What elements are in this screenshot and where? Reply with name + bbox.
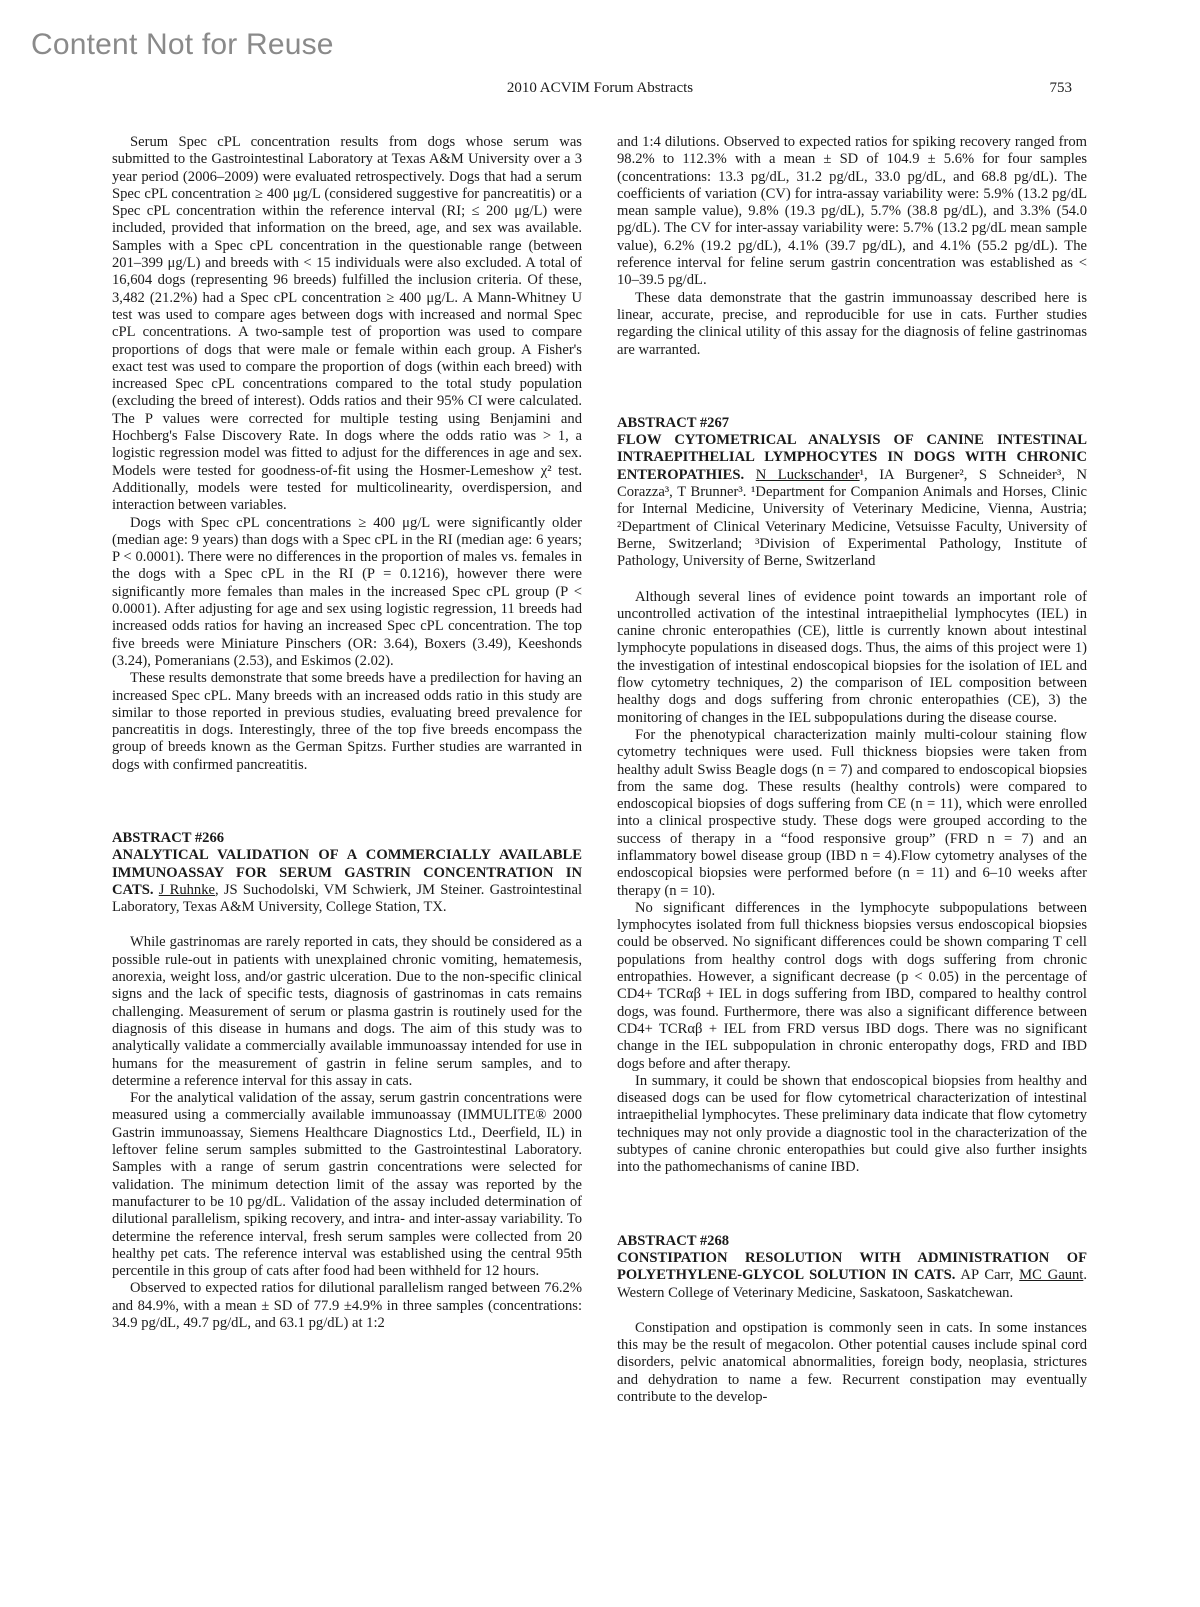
abstract-byline [112,847,582,916]
paragraph: and 1:4 dilutions. Observed to expected ratios for spiking recovery ranged from 98.2% to 112.3% with a mean ± SD of 104.9 ± 5.6% for four samples (concentrations: 13.3 pg/dL, 31.2 pg/dL, 33.0 pg/dL, and 68.8 pg/dL). The coefficients of variation (CV) for intra-assay variability were: 5.9% (13.2 pg/dL mean sample value), 9.8% (19.3 pg/dL), 5.7% (38.8 pg/dL), and 3.3% (54.0 pg/dL). The CV for inter-assay variability were: 5.7% (13.2 pg/dL mean sample value), 6.2% (19.2 pg/dL), 4.1% (39.7 pg/dL), and 4.1% (55.2 pg/dL). The reference interval for feline serum gastrin concentration was established as < 10–39.5 pg/dL. [617,134,1087,289]
paragraph: Serum Spec cPL concentration results from dogs whose serum was submitted to the Gastrointestinal Laboratory at Texas A&M University over a 3 year period (2006–2009) were evaluated retrospectively. Dogs that had a serum Spec cPL concentration ≥ 400 μg/L (considered suggestive for pancreatitis) or a Spec cPL concentration within the reference interval (RI; ≤ 200 μg/L) were included, provided that information on the breed, age, and sex was available. Samples with a Spec cPL concentration in the questionable range (between 201–399 μg/L) and breeds with < 15 individuals were also excluded. A total of 16,604 dogs (representing 96 breeds) fulfilled the inclusion criteria. Of these, 3,482 (21.2%) had a Spec cPL concentration ≥ 400 μg/L. A Mann-Whitney U test was used to compare ages between dogs with increased and normal Spec cPL concentrations. A two-sample test of proportion was used to compare proportions of dogs that were male or female within each group. A Fisher's exact test was used to compare the proportion of dogs (within each breed) with increased Spec cPL concentrations compared to the total study population (excluding the breed of interest). Odds ratios and their 95% CI were calculated. The P values were corrected for multiple testing using Benjamini and Hochberg's False Discovery Rate. In dogs where the odds ratio was > 1, a logistic regression model was fitted to adjust for the differences in age and sex. Models were tested for goodness-of-fit using the Hosmer-Lemeshow χ² test. Additionally, models were tested for multicolinearity, overdispersion, and interaction between variables. [112,134,582,514]
spacer [617,1302,1087,1320]
abstract-266-heading [112,830,582,916]
paragraph: Constipation and opstipation is commonly seen in cats. In some instances this may be the result of megacolon. Other potential causes include spinal cord disorders, pelvic anatomical abnormalities, foreign body, neoplasia, strictures and dehydration to name a few. Recurrent constipation may eventually contribute to the develop- [617,1319,1087,1405]
paragraph: While gastrinomas are rarely reported in cats, they should be considered as a possible rule-out in patients with unexplained chronic vomiting, hematemesis, anorexia, weight loss, and/or gastric ulceration. Due to the non-specific clinical signs and the lack of specific tests, diagnosis of gastrinomas in cats remains challenging. Measurement of serum or plasma gastrin is routinely used for the diagnosis of this disease in humans and dogs. The aim of this study was to analytically validate a commercially available immunoassay intended for use in humans for the measurement of gastrin in feline serum samples, and to determine a reference interval for this assay in cats. [112,934,582,1089]
abstract-byline [617,432,1087,570]
abstract-id: ABSTRACT #266 [112,829,225,846]
paragraph: These results demonstrate that some breeds have a predilection for having an increased Spec cPL. Many breeds with an increased odds ratio in this study are similar to those reported in previous studies, evaluating breed prevalence for pancreatitis in dogs. Interestingly, three of the top five breeds encompass the group of breeds known as the German Spitzs. Further studies are warranted in dogs with confirmed pancreatitis. [112,670,582,773]
paragraph: Although several lines of evidence point towards an important role of uncontrolled activation of the intestinal intraepithelial lymphocytes (IEL) in canine chronic enteropathies (CE), little is currently known about intestinal lymphocyte populations in diseased dogs. Thus, the aims of this project were 1) the investigation of intestinal endoscopical biopsies for the isolation of IEL and flow cytometry techniques, 2) the comparison of IEL composition between healthy dogs and dogs suffering from chronic enteropathies (CE), 3) the monitoring of changes in the IEL subpopulations during the disease course. [617,588,1087,726]
paragraph: No significant differences in the lymphocyte subpopulations between lymphocytes isolated from full thickness biopsies versus endoscopical biopsies could be observed. No significant differences could be shown comparing T cell populations from healthy control dogs with dogs suffering from chronic entropathies. However, a significant decrease (p < 0.05) in the percentage of CD4+ TCRαβ + IEL in dogs suffering from IBD, compared to healthy control dogs, was found. Furthermore, there was also a significant difference between CD4+ TCRαβ + IEL from FRD versus IBD dogs. There was no significant change in the IEL subpopulation in chronic enteropathy dogs, FRD and IBD dogs before and after therapy. [617,899,1087,1072]
abstract-title: FLOW CYTOMETRICAL ANALYSIS OF CANINE INTESTINAL INTRAEPITHELIAL LYMPHOCYTES IN DOGS WITH CHRONIC ENTEROPATHIES. [617,432,1087,483]
paragraph: Observed to expected ratios for dilutional parallelism ranged between 76.2% and 84.9%, with a mean ± SD of 77.9 ±4.9% in three samples (concentrations: 34.9 pg/dL, 49.7 pg/dL, and 63.1 pg/dL) at 1:2 [112,1280,582,1331]
paragraph: These data demonstrate that the gastrin immunoassay described here is linear, accurate, precise, and reproducible for use in cats. Further studies regarding the clinical utility of this assay for the diagnosis of feline gastrinomas are warranted. [617,289,1087,358]
abstract-id: ABSTRACT #268 [617,1232,730,1249]
right-column [617,134,1087,1406]
journal-title: 2010 ACVIM Forum Abstracts [506,80,694,96]
page-number: 753 [1049,80,1072,96]
spacer [617,359,1087,415]
paragraph: For the phenotypical characterization mainly multi-colour staining flow cytometry techniques were used. Full thickness biopsies were taken from healthy adult Swiss Beagle dogs (n = 7) and compared to endoscopical biopsies from the same dog. These results (healthy controls) were compared to endoscopical biopsies of dogs suffering from CE (n = 11), which were enrolled into a clinical prospective study. These dogs were grouped according to the success of therapy in a “food responsive group” (FRD n = 7) and an inflammatory bowel disease group (IBD n = 4).Flow cytometry analyses of the endoscopical biopsies were performed before (n = 11) and 6–10 weeks after therapy (n = 10). [617,726,1087,899]
paragraph: For the analytical validation of the assay, serum gastrin concentrations were measured using a commercially available immunoassay (IMMULITE® 2000 Gastrin immunoassay, Siemens Healthcare Diagnostics Ltd., Deerfield, IL) in leftover feline serum samples submitted to the Gastrointestinal Laboratory. Samples with a range of serum gastrin concentrations were selected for validation. The minimum detection limit of the assay was reported by the manufacturer to be 10 pg/dL. Validation of the assay included determination of dilutional parallelism, spiking recovery, and intra- and inter-assay variability. To determine the reference interval, fresh serum samples were collected from 20 healthy pet cats. The reference interval was established using the central 95th percentile in this group of cats after food had been withheld for 12 hours. [112,1090,582,1280]
watermark: Content Not for Reuse [31,28,334,61]
authors-affiliations: ¹, IA Burgener², S Schneider³, N Corazza³, T Brunner³. ¹Department for Companion Animals and Horses, Clinic for Internal Medicine, University of Veterinary Medicine, Vienna, Austria; ²Department of Clinical Veterinary Medicine, Vetsuisse Faculty, University of Berne, Switzerland; ³Division of Experimental Pathology, Institute of Pathology, University of Berne, Switzerland [617,466,1087,570]
abstract-byline [617,1250,1087,1302]
left-column [112,134,582,1332]
presenting-author: MC Gaunt [1019,1267,1084,1284]
presenting-author: N Luckschander [755,466,860,483]
paragraph: In summary, it could be shown that endoscopical biopsies from healthy and diseased dogs can be used for flow cytometrical characterization of intestinal intraepithelial lymphocytes. These preliminary data indicate that flow cytometry techniques may not only provide a diagnostic tool in the characterization of the subtypes of canine chronic enteropathies but could give also further insights into the pathomechanisms of canine IBD. [617,1072,1087,1176]
running-head [0,80,1200,102]
spacer [617,1177,1087,1233]
abstract-268-heading [617,1233,1087,1302]
spacer [112,916,582,934]
presenting-author: J Ruhnke [158,881,216,898]
abstract-title: ANALYTICAL VALIDATION OF A COMMERCIALLY AVAILABLE IMMUNOASSAY FOR SERUM GASTRIN CONCENTRATION IN CATS. [112,847,582,898]
spacer [617,571,1087,589]
authors-affiliations: , JS Suchodolski, VM Schwierk, JM Steiner. Gastrointestinal Laboratory, Texas A&M University, College Station, TX. [112,881,582,916]
abstract-id: ABSTRACT #267 [617,414,730,431]
paragraph: Dogs with Spec cPL concentrations ≥ 400 μg/L were significantly older (median age: 9 years) than dogs with a Spec cPL in the RI (median age: 6 years; P < 0.0001). There were no differences in the proportion of males vs. females in the dogs with a Spec cPL in the RI (P = 0.1216), however there were significantly more females than males in the increased Spec cPL group (P < 0.0001). After adjusting for age and sex using logistic regression, 11 breeds had increased odds ratios for having an increased Spec cPL concentration. The top five breeds were Miniature Pinschers (OR: 3.64), Boxers (3.49), Keeshonds (3.24), Pomeranians (2.53), and Eskimos (2.02). [112,514,582,669]
authors-affiliations: . Western College of Veterinary Medicine, Saskatoon, Saskatchewan. [617,1267,1087,1301]
spacer [112,774,582,830]
lead-author: AP Carr, [955,1267,1020,1284]
abstract-title: CONSTIPATION RESOLUTION WITH ADMINISTRATION OF POLYETHYLENE-GLYCOL SOLUTION IN CATS. [617,1249,1087,1284]
abstract-267-heading [617,415,1087,571]
